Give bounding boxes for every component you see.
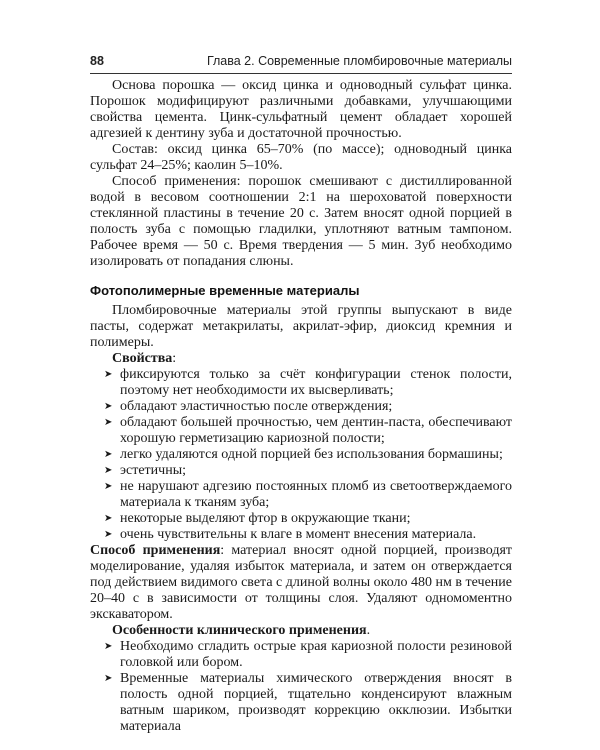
- arrow-bullet-icon: ➤: [104, 481, 113, 492]
- properties-suffix: :: [172, 351, 177, 366]
- arrow-bullet-icon: ➤: [104, 513, 113, 524]
- list-item: [90, 447, 512, 463]
- paragraph-method: [90, 543, 512, 623]
- properties-heading: [112, 351, 512, 367]
- paragraph-powder-base: Основа порошка — оксид цинка и одноводный сульфат цинка. Порошок модифицируют различными добавками, улучшающими свойства цемента. Цинк-сульфатный цемент обладает хорошей адгезией к дентину зуба и достаточной прочностью.: [90, 78, 512, 141]
- arrow-bullet-icon: ➤: [104, 449, 113, 460]
- list-item: [90, 479, 512, 511]
- list-item: [90, 527, 512, 543]
- list-item-text: Временные материалы химического отверждения вносят в полость одной порцией, тщательно конденсируют влажным ватным шариком, производят коррекцию окклюзии. Избытки материала: [120, 671, 512, 734]
- chapter-title: Глава 2. Современные пломбировочные материалы: [206, 54, 512, 68]
- arrow-bullet-icon: ➤: [104, 673, 113, 684]
- arrow-bullet-icon: ➤: [104, 465, 113, 476]
- list-item-text: обладают эластичностью после отверждения;: [120, 399, 393, 414]
- page-number: 88: [90, 54, 104, 68]
- list-item-text: некоторые выделяют фтор в окружающие ткани;: [120, 511, 411, 526]
- arrow-bullet-icon: ➤: [104, 401, 113, 412]
- list-item-text: Необходимо сгладить острые края кариозной полости резиновой головкой или бором.: [120, 639, 512, 670]
- list-item: [90, 399, 512, 415]
- properties-label: Свойства: [112, 351, 173, 366]
- list-item: [90, 415, 512, 447]
- properties-list: [90, 367, 512, 543]
- page-body: [90, 78, 512, 735]
- clinical-label: Особенности клинического применения: [112, 623, 367, 638]
- clinical-suffix: .: [366, 623, 371, 638]
- list-item: [90, 639, 512, 671]
- list-item-text: очень чувствительны к влаге в момент внесения материала.: [120, 527, 477, 542]
- section-title: Фотополимерные временные материалы: [90, 283, 360, 298]
- list-item: [90, 463, 512, 479]
- list-item-text: легко удаляются одной порцией без использования бормашины;: [120, 447, 503, 462]
- arrow-bullet-icon: ➤: [104, 417, 113, 428]
- running-header: [90, 51, 512, 74]
- method-label: Способ применения: [90, 543, 221, 558]
- list-item-text: обладают большей прочностью, чем дентин-паста, обеспечивают хорошую герметизацию кариозной полости;: [120, 415, 512, 446]
- paragraph-intro: Пломбировочные материалы этой группы выпускают в виде пасты, содержат метакрилаты, акрилат-эфир, диоксид кремния и полимеры.: [90, 303, 512, 350]
- arrow-bullet-icon: ➤: [104, 529, 113, 540]
- arrow-bullet-icon: ➤: [104, 369, 113, 380]
- list-item-text: эстетичны;: [120, 463, 186, 478]
- paragraph-composition: Состав: оксид цинка 65–70% (по массе); одноводный цинка сульфат 24–25%; каолин 5–10%.: [90, 142, 512, 173]
- clinical-list: [90, 639, 512, 735]
- list-item-text: фиксируются только за счёт конфигурации стенок полости, поэтому нет необходимости их высверливать;: [120, 367, 512, 398]
- list-item: [90, 671, 512, 735]
- method-text: : материал вносят одной порцией, производят моделирование, удаляя избыток материала, и затем он отверждается под действием видимого света с длиной волны около 480 нм в течение 20–40 с в зависимости от толщины слоя. Удаляют одномоментно экскаватором.: [90, 543, 512, 622]
- clinical-heading: [112, 623, 512, 639]
- arrow-bullet-icon: ➤: [104, 641, 113, 652]
- list-item-text: не нарушают адгезию постоянных пломб из светоотверждаемого материала к тканям зуба;: [120, 479, 512, 510]
- paragraph-application-method: Способ применения: порошок смешивают с дистиллированной водой в весовом соотношении 2:1 на шероховатой поверхности стеклянной пластины в течение 20 с. Затем вносят одной порцией в полость зуба с помощью гладилки, уплотняют ватным тампоном. Рабочее время — 50 с. Время твердения — 5 мин. Зуб необходимо изолировать от попадания слюны.: [90, 174, 512, 269]
- list-item: [90, 511, 512, 527]
- list-item: [90, 367, 512, 399]
